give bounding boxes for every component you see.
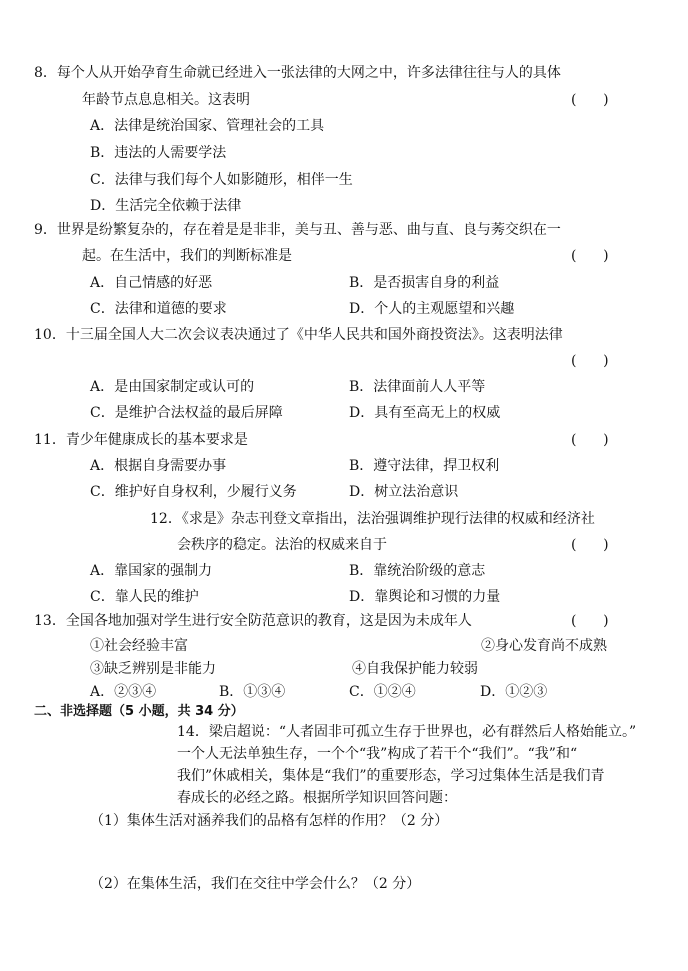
q10-option-d: D．具有至高无上的权威	[349, 405, 501, 421]
q9-option-a: A．自己情感的好恶	[90, 275, 213, 291]
q11-answer-blank[interactable]: ( )	[571, 432, 609, 448]
q10-answer-blank[interactable]: ( )	[571, 353, 609, 369]
q8-stem-line2: 年龄节点息息相关。这表明	[82, 92, 250, 108]
q14-stem-line1: 14．梁启超说：“人者固非可孤立生存于世界也，必有群然后人格始能立。”	[177, 724, 637, 740]
q8-option-c: C．法律与我们每个人如影随形，相伴一生	[90, 172, 353, 188]
q13-option-c: C．①②④	[349, 684, 416, 700]
q9-option-c: C．法律和道德的要求	[90, 301, 227, 317]
q12-option-a: A．靠国家的强制力	[90, 563, 213, 579]
q8-option-b: B．违法的人需要学法	[90, 145, 227, 161]
q12-option-c: C．靠人民的维护	[90, 589, 199, 605]
q9-stem-line1: 9．世界是纷繁复杂的，存在着是是非非，美与丑、善与恶、曲与直、良与莠交织在一	[34, 222, 561, 238]
q10-option-c: C．是维护合法权益的最后屏障	[90, 405, 283, 421]
q10-stem-line1: 10．十三届全国人大二次会议表决通过了《中华人民共和国外商投资法》。这表明法律	[34, 327, 563, 343]
q12-answer-blank[interactable]: ( )	[571, 537, 609, 553]
q11-option-b: B．遵守法律，捍卫权利	[349, 458, 500, 474]
q9-answer-blank[interactable]: ( )	[571, 248, 609, 264]
q11-option-a: A．根据自身需要办事	[90, 458, 227, 474]
q13-statement-3: ③缺乏辨别是非能力	[90, 661, 216, 677]
q14-subquestion-1: （1）集体生活对涵养我们的品格有怎样的作用？（2 分）	[90, 813, 449, 829]
q13-answer-blank[interactable]: ( )	[571, 613, 609, 629]
q10-option-b: B．法律面前人人平等	[349, 379, 486, 395]
q12-option-b: B．靠统治阶级的意志	[349, 563, 486, 579]
q13-option-a: A．②③④	[90, 684, 157, 700]
q12-stem-line1: 12．《求是》杂志刊登文章指出，法治强调维护现行法律的权威和经济社	[150, 511, 595, 527]
q10-option-a: A．是由国家制定或认可的	[90, 379, 255, 395]
q11-stem-line1: 11．青少年健康成长的基本要求是	[34, 432, 248, 448]
q9-option-d: D．个人的主观愿望和兴趣	[349, 301, 515, 317]
q11-option-c: C．维护好自身权利，少履行义务	[90, 484, 297, 500]
q11-option-d: D．树立法治意识	[349, 484, 459, 500]
q8-answer-blank[interactable]: ( )	[571, 92, 609, 108]
q14-subquestion-2: （2）在集体生活，我们在交往中学会什么？（2 分）	[90, 876, 421, 892]
q9-option-b: B．是否损害自身的利益	[349, 275, 500, 291]
q8-stem-line1: 8．每个人从开始孕育生命就已经进入一张法律的大网之中，许多法律往往与人的具体	[34, 65, 561, 81]
q13-option-d: D．①②③	[480, 684, 548, 700]
q13-statement-2: ②身心发育尚不成熟	[481, 638, 607, 654]
q12-stem-line2: 会秩序的稳定。法治的权威来自于	[177, 537, 387, 553]
q9-stem-line2: 起。在生活中，我们的判断标准是	[82, 248, 292, 264]
q13-statement-4: ④自我保护能力较弱	[352, 661, 478, 677]
q8-option-d: D．生活完全依赖于法律	[90, 198, 242, 214]
q13-option-b: B．①③④	[219, 684, 286, 700]
q12-option-d: D．靠舆论和习惯的力量	[349, 589, 501, 605]
q13-stem-line1: 13．全国各地加强对学生进行安全防范意识的教育，这是因为未成年人	[34, 613, 472, 629]
section-2-heading: 二、非选择题（5 小题，共 34 分）	[34, 704, 244, 719]
q14-stem-line4: 春成长的必经之路。根据所学知识回答问题：	[177, 790, 457, 806]
q14-stem-line2: 一个人无法单独生存，一个个“我”构成了若干个“我们”。“我”和“	[177, 746, 578, 762]
q13-statement-1: ①社会经验丰富	[90, 638, 188, 654]
q14-stem-line3: 我们”休戚相关，集体是“我们”的重要形态，学习过集体生活是我们青	[177, 768, 605, 784]
q8-option-a: A．法律是统治国家、管理社会的工具	[90, 118, 325, 134]
